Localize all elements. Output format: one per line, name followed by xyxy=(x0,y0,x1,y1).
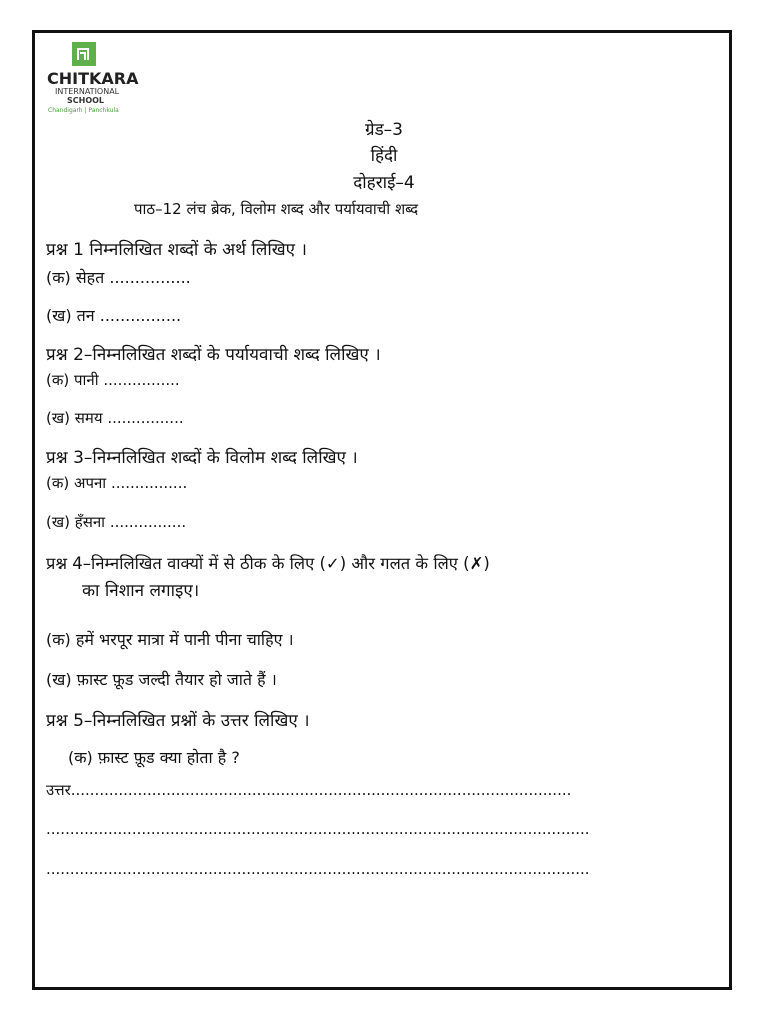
q3-option-a: (क) अपना ................ xyxy=(46,474,188,492)
answer-line-2[interactable]: .................................................................................................................. xyxy=(46,820,590,838)
logo-name: CHITKARA xyxy=(47,69,139,88)
question-4-continued: का निशान लगाइए। xyxy=(82,581,200,601)
grade-heading: ग्रेड–3 xyxy=(365,120,403,140)
answer-line-1[interactable]: उत्तर......................................................................................................... xyxy=(46,781,572,799)
answer-line-3[interactable]: .................................................................................................................. xyxy=(46,860,590,878)
q5-question-a: (क) फ़ास्ट फ़ूड क्या होता है ? xyxy=(68,748,240,767)
question-3: प्रश्न 3–निम्नलिखित शब्दों के विलोम शब्द लिखिए । xyxy=(46,448,358,468)
question-4: प्रश्न 4–निम्नलिखित वाक्यों में से ठीक के लिए (✓) और गलत के लिए (✗) xyxy=(46,554,490,573)
q3-option-b: (ख) हँसना ................ xyxy=(46,513,187,531)
logo-location: Chandigarh | Panchkula xyxy=(48,107,119,114)
question-5: प्रश्न 5–निम्नलिखित प्रश्नों के उत्तर लिखिए । xyxy=(46,711,310,731)
q2-option-a: (क) पानी ................ xyxy=(46,371,180,389)
q1-option-b: (ख) तन ................ xyxy=(46,306,182,325)
lesson-heading: पाठ–12 लंच ब्रेक, विलोम शब्द और पर्यायवाची शब्द xyxy=(134,200,419,218)
revision-heading: दोहराई–4 xyxy=(353,173,415,193)
q2-option-b: (ख) समय ................ xyxy=(46,409,184,427)
question-1: प्रश्न 1 निम्नलिखित शब्दों के अर्थ लिखिए । xyxy=(46,240,307,260)
school-logo-icon xyxy=(72,42,96,66)
q4-statement-b: (ख) फ़ास्ट फ़ूड जल्दी तैयार हो जाते हैं । xyxy=(46,670,277,689)
question-2: प्रश्न 2–निम्नलिखित शब्दों के पर्यायवाची शब्द लिखिए । xyxy=(46,345,381,365)
logo-line-international: INTERNATIONAL xyxy=(55,87,120,96)
logo-line-school: SCHOOL xyxy=(67,96,105,105)
q1-option-a: (क) सेहत ................ xyxy=(46,268,191,287)
q4-statement-a: (क) हमें भरपूर मात्रा में पानी पीना चाहिए । xyxy=(46,630,294,649)
subject-heading: हिंदी xyxy=(370,146,398,166)
